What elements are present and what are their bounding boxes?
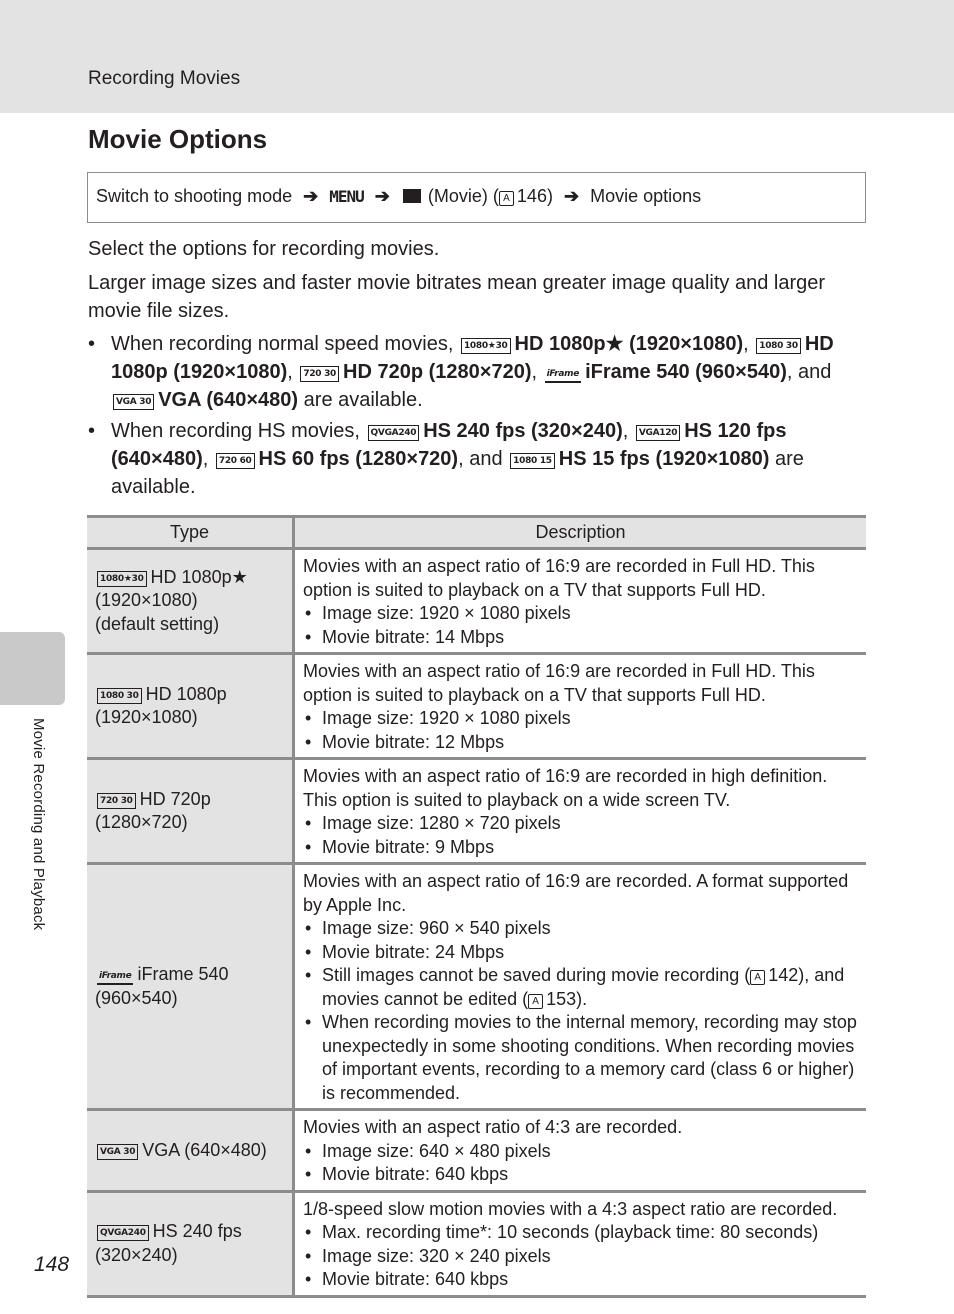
description-item: • Image size: 320 × 240 pixels: [303, 1245, 858, 1269]
description-item: • Movie bitrate: 24 Mbps: [303, 941, 858, 965]
chapter-side-label: Movie Recording and Playback: [30, 718, 47, 931]
description-text: Movies with an aspect ratio of 4:3 are recorded.: [303, 1117, 683, 1137]
description-text: Movies with an aspect ratio of 16:9 are recorded in high definition. This option is suited to playback on a wide screen TV.: [303, 766, 828, 810]
nav-movie-text: (Movie) (: [427, 186, 499, 206]
type-resolution: (1920×1080): [95, 590, 198, 611]
description-item: • Movie bitrate: 640 kbps: [303, 1163, 858, 1187]
description-text: Movies with an aspect ratio of 16:9 are recorded in Full HD. This option is suited to playback on a TV that supports Full HD.: [303, 556, 815, 600]
arrow-right-icon: ➔: [303, 186, 319, 206]
description-cell: [294, 1191, 867, 1296]
type-label: iFrame 540: [137, 964, 229, 984]
description-cell: [294, 549, 867, 654]
description-cell: [294, 864, 867, 1110]
description-item: • Image size: 640 × 480 pixels: [303, 1140, 858, 1164]
column-header-type: Type: [87, 517, 294, 549]
option-name: HS 120 fps (640×480): [111, 420, 787, 470]
bullet-lead: When recording normal speed movies,: [111, 333, 454, 355]
type-resolution: (320×240): [95, 1244, 178, 1265]
bullet-lead: When recording HS movies,: [111, 420, 360, 442]
table-row: [87, 549, 866, 654]
description-item: • Image size: 1920 × 1080 pixels: [303, 602, 858, 626]
description-item: • Movie bitrate: 14 Mbps: [303, 626, 858, 650]
type-label: HS 240 fps: [152, 1221, 242, 1241]
normal-speed-bullet: • When recording normal speed movies, 1080★30 HD 1080p★ (1920×1080), 1080 30 HD 1080p (1920×1080), 720 30 HD 720p (1280×720), iFrame iFrame 540 (960×540), and VGA 30 VGA (640×480) are available.: [88, 330, 868, 414]
description-text: Movies with an aspect ratio of 16:9 are recorded in Full HD. This option is suited to playback on a TV that supports Full HD.: [303, 661, 815, 705]
type-cell: [87, 1191, 294, 1296]
conjunction: , and: [458, 448, 503, 470]
description-item: • Image size: 960 × 540 pixels: [303, 917, 858, 941]
option-name: HD 1080p★ (1920×1080): [514, 333, 744, 355]
movie-camera-icon: [403, 189, 421, 203]
type-label: HD 1080p: [145, 683, 227, 704]
table-row: [87, 654, 866, 759]
table-row: [87, 1110, 866, 1192]
arrow-right-icon: ➔: [563, 186, 580, 206]
hd-1080p-icon: 1080 30: [97, 688, 142, 704]
hd-720p-icon: 720 30: [97, 793, 136, 809]
intro-paragraph-1: Select the options for recording movies.: [88, 238, 440, 260]
page-title: Movie Options: [88, 124, 268, 154]
hd-1080p-star-icon: 1080★30: [97, 571, 147, 587]
page-reference-icon: A: [499, 191, 514, 206]
page-header-band: [0, 0, 954, 113]
description-item: • Image size: 1920 × 1080 pixels: [303, 707, 858, 731]
nav-destination: Movie options: [590, 186, 702, 206]
column-header-description: Description: [294, 517, 867, 549]
page-reference-icon: A: [750, 970, 765, 985]
hs-240-icon: QVGA240: [368, 425, 420, 441]
description-item: • Max. recording time*: 10 seconds (playback time: 80 seconds): [303, 1221, 858, 1245]
item-text: Still images cannot be saved during movie recording (: [322, 965, 751, 985]
description-item: • Movie bitrate: 12 Mbps: [303, 731, 858, 755]
description-cell: [294, 1110, 867, 1192]
hd-720p-icon: 720 30: [300, 366, 339, 382]
description-item: • Image size: 1280 × 720 pixels: [303, 812, 858, 836]
iframe-icon: iFrame: [545, 367, 581, 383]
description-item: • Movie bitrate: 640 kbps: [303, 1268, 858, 1292]
bullet-tail: are available.: [111, 448, 804, 498]
conjunction: , and: [786, 361, 832, 383]
hs-120-icon: VGA120: [636, 425, 680, 441]
bullet-tail: are available.: [303, 389, 423, 411]
hd-1080p-icon: 1080 30: [756, 338, 801, 354]
table-row: [87, 1191, 866, 1296]
item-text: 142), and movies cannot be edited (: [322, 965, 845, 1009]
option-name: HD 1080p (1920×1080): [111, 333, 834, 383]
menu-button-label: MENU: [329, 187, 364, 206]
hs-15-icon: 1080 15: [510, 453, 555, 469]
description-text: Movies with an aspect ratio of 16:9 are recorded. A format supported by Apple Inc.: [303, 871, 849, 915]
options-bullet-list: [88, 330, 868, 504]
description-cell: [294, 654, 867, 759]
hs-60-icon: 720 60: [216, 453, 255, 469]
type-resolution: (1920×1080): [95, 707, 198, 727]
option-name: iFrame 540 (960×540): [585, 361, 787, 383]
description-item: • When recording movies to the internal memory, recording may stop unexpectedly in some shooting conditions. When recording movies of important events, recording to a memory card (class 6 or higher) is recommended.: [303, 1011, 858, 1105]
vga-icon: VGA 30: [97, 1144, 138, 1160]
description-cell: [294, 759, 867, 864]
option-name: HS 240 fps (320×240): [423, 420, 623, 442]
table-row: [87, 864, 866, 1110]
option-name: HS 15 fps (1920×1080): [558, 448, 770, 470]
page-number: 148: [34, 1253, 70, 1276]
type-cell: [87, 1110, 294, 1192]
section-name: Recording Movies: [88, 68, 241, 89]
hs-240-icon: QVGA240: [97, 1225, 149, 1241]
type-cell: [87, 654, 294, 759]
description-item: • Movie bitrate: 9 Mbps: [303, 836, 858, 860]
option-name: HS 60 fps (1280×720): [258, 448, 459, 470]
hs-movie-bullet: • When recording HS movies, QVGA240 HS 240 fps (320×240), VGA120 HS 120 fps (640×480), 720 60 HS 60 fps (1280×720), and 1080 15 HS 15 fps (1920×1080) are available.: [88, 417, 868, 501]
type-label: HD 1080p★: [150, 566, 248, 587]
description-text: 1/8-speed slow motion movies with a 4:3 aspect ratio are recorded.: [303, 1198, 838, 1219]
intro-paragraph-2: Larger image sizes and faster movie bitrates mean greater image quality and larger movie file sizes.: [88, 272, 826, 322]
table-header-row: [87, 517, 866, 549]
type-cell: [87, 759, 294, 864]
type-note: (default setting): [95, 613, 220, 634]
option-name: VGA (640×480): [158, 389, 299, 411]
item-text: 153).: [546, 988, 588, 1009]
type-resolution: (1280×720): [95, 812, 188, 832]
type-label: HD 720p: [139, 788, 211, 809]
type-cell: [87, 549, 294, 654]
arrow-right-icon: ➔: [374, 186, 390, 206]
nav-ref-page: 146): [516, 186, 553, 206]
chapter-tab: [0, 632, 65, 705]
hd-1080p-star-icon: 1080★30: [461, 338, 511, 354]
vga-icon: VGA 30: [113, 394, 154, 410]
type-cell: [87, 864, 294, 1110]
type-label: VGA (640×480): [142, 1139, 267, 1160]
menu-path-box: [87, 172, 866, 223]
table-row: [87, 759, 866, 864]
nav-switch-text: Switch to shooting mode: [96, 186, 293, 206]
page-reference-icon: A: [528, 994, 543, 1009]
description-item: [303, 964, 858, 1011]
option-name: HD 720p (1280×720): [343, 361, 532, 383]
movie-options-table: [87, 515, 866, 1298]
type-resolution: (960×540): [95, 987, 178, 1008]
iframe-icon: iFrame: [97, 969, 133, 985]
